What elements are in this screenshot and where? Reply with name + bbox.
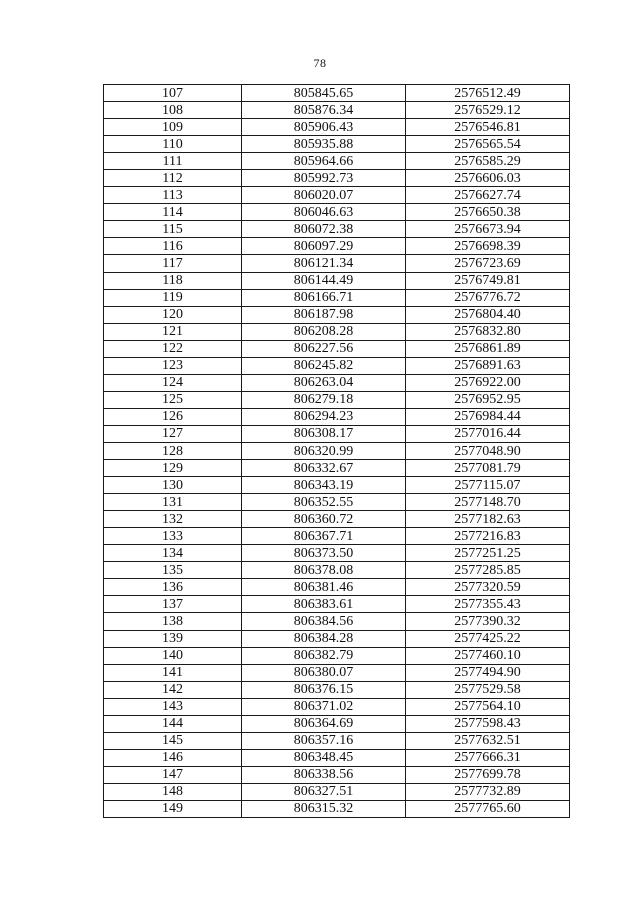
table-row xyxy=(104,460,570,477)
point-number-cell: 130 xyxy=(104,477,242,494)
point-number-cell: 149 xyxy=(104,800,242,817)
point-number-cell: 119 xyxy=(104,289,242,306)
x-coordinate-cell: 806046.63 xyxy=(242,204,406,221)
y-coordinate-cell: 2576984.44 xyxy=(406,408,570,425)
y-coordinate-cell: 2577529.58 xyxy=(406,681,570,698)
table-row xyxy=(104,374,570,391)
x-coordinate-cell: 806097.29 xyxy=(242,238,406,255)
y-coordinate-cell: 2577048.90 xyxy=(406,442,570,459)
x-coordinate-cell: 805935.88 xyxy=(242,136,406,153)
table-row xyxy=(104,545,570,562)
table-row xyxy=(104,528,570,545)
y-coordinate-cell: 2577425.22 xyxy=(406,630,570,647)
table-row xyxy=(104,630,570,647)
y-coordinate-cell: 2576512.49 xyxy=(406,85,570,102)
x-coordinate-cell: 806315.32 xyxy=(242,800,406,817)
point-number-cell: 110 xyxy=(104,136,242,153)
table-row xyxy=(104,408,570,425)
y-coordinate-cell: 2577115.07 xyxy=(406,477,570,494)
point-number-cell: 146 xyxy=(104,749,242,766)
y-coordinate-cell: 2577016.44 xyxy=(406,425,570,442)
x-coordinate-cell: 806384.56 xyxy=(242,613,406,630)
y-coordinate-cell: 2577765.60 xyxy=(406,800,570,817)
table-row xyxy=(104,425,570,442)
x-coordinate-cell: 806332.67 xyxy=(242,460,406,477)
point-number-cell: 117 xyxy=(104,255,242,272)
x-coordinate-cell: 805906.43 xyxy=(242,119,406,136)
y-coordinate-cell: 2576952.95 xyxy=(406,391,570,408)
point-number-cell: 143 xyxy=(104,698,242,715)
page-number: 78 xyxy=(313,56,327,70)
point-number-cell: 129 xyxy=(104,460,242,477)
table-row xyxy=(104,255,570,272)
table-row xyxy=(104,357,570,374)
x-coordinate-cell: 806378.08 xyxy=(242,562,406,579)
y-coordinate-cell: 2577182.63 xyxy=(406,511,570,528)
point-number-cell: 144 xyxy=(104,715,242,732)
x-coordinate-cell: 806373.50 xyxy=(242,545,406,562)
x-coordinate-cell: 806020.07 xyxy=(242,187,406,204)
point-number-cell: 124 xyxy=(104,374,242,391)
table-row xyxy=(104,477,570,494)
point-number-cell: 139 xyxy=(104,630,242,647)
x-coordinate-cell: 806376.15 xyxy=(242,681,406,698)
point-number-cell: 127 xyxy=(104,425,242,442)
y-coordinate-cell: 2576606.03 xyxy=(406,170,570,187)
x-coordinate-cell: 805876.34 xyxy=(242,102,406,119)
table-row xyxy=(104,783,570,800)
point-number-cell: 137 xyxy=(104,596,242,613)
x-coordinate-cell: 805964.66 xyxy=(242,153,406,170)
y-coordinate-cell: 2576891.63 xyxy=(406,357,570,374)
point-number-cell: 140 xyxy=(104,647,242,664)
x-coordinate-cell: 806380.07 xyxy=(242,664,406,681)
table-row xyxy=(104,272,570,289)
point-number-cell: 108 xyxy=(104,102,242,119)
table-row xyxy=(104,698,570,715)
table-row xyxy=(104,613,570,630)
y-coordinate-cell: 2577632.51 xyxy=(406,732,570,749)
x-coordinate-cell: 806327.51 xyxy=(242,783,406,800)
x-coordinate-cell: 806343.19 xyxy=(242,477,406,494)
point-number-cell: 123 xyxy=(104,357,242,374)
table-row xyxy=(104,153,570,170)
point-number-cell: 131 xyxy=(104,494,242,511)
x-coordinate-cell: 806348.45 xyxy=(242,749,406,766)
x-coordinate-cell: 805845.65 xyxy=(242,85,406,102)
y-coordinate-cell: 2576673.94 xyxy=(406,221,570,238)
table-row xyxy=(104,221,570,238)
x-coordinate-cell: 806381.46 xyxy=(242,579,406,596)
x-coordinate-cell: 806121.34 xyxy=(242,255,406,272)
table-row xyxy=(104,187,570,204)
table-row xyxy=(104,681,570,698)
point-number-cell: 121 xyxy=(104,323,242,340)
table-row xyxy=(104,136,570,153)
x-coordinate-cell: 806357.16 xyxy=(242,732,406,749)
x-coordinate-cell: 805992.73 xyxy=(242,170,406,187)
table-row xyxy=(104,511,570,528)
x-coordinate-cell: 806308.17 xyxy=(242,425,406,442)
y-coordinate-cell: 2576529.12 xyxy=(406,102,570,119)
point-number-cell: 120 xyxy=(104,306,242,323)
y-coordinate-cell: 2577148.70 xyxy=(406,494,570,511)
y-coordinate-cell: 2577494.90 xyxy=(406,664,570,681)
y-coordinate-cell: 2576804.40 xyxy=(406,306,570,323)
x-coordinate-cell: 806352.55 xyxy=(242,494,406,511)
x-coordinate-cell: 806263.04 xyxy=(242,374,406,391)
y-coordinate-cell: 2576723.69 xyxy=(406,255,570,272)
table-row xyxy=(104,170,570,187)
y-coordinate-cell: 2576776.72 xyxy=(406,289,570,306)
y-coordinate-cell: 2576546.81 xyxy=(406,119,570,136)
x-coordinate-cell: 806187.98 xyxy=(242,306,406,323)
table-row xyxy=(104,562,570,579)
table-row xyxy=(104,306,570,323)
y-coordinate-cell: 2576627.74 xyxy=(406,187,570,204)
x-coordinate-cell: 806384.28 xyxy=(242,630,406,647)
point-number-cell: 147 xyxy=(104,766,242,783)
x-coordinate-cell: 806367.71 xyxy=(242,528,406,545)
point-number-cell: 111 xyxy=(104,153,242,170)
point-number-cell: 122 xyxy=(104,340,242,357)
point-number-cell: 112 xyxy=(104,170,242,187)
y-coordinate-cell: 2577320.59 xyxy=(406,579,570,596)
y-coordinate-cell: 2577355.43 xyxy=(406,596,570,613)
y-coordinate-cell: 2577285.85 xyxy=(406,562,570,579)
point-number-cell: 115 xyxy=(104,221,242,238)
table-row xyxy=(104,766,570,783)
table-row xyxy=(104,647,570,664)
y-coordinate-cell: 2577666.31 xyxy=(406,749,570,766)
x-coordinate-cell: 806072.38 xyxy=(242,221,406,238)
x-coordinate-cell: 806279.18 xyxy=(242,391,406,408)
point-number-cell: 128 xyxy=(104,442,242,459)
y-coordinate-cell: 2576650.38 xyxy=(406,204,570,221)
x-coordinate-cell: 806208.28 xyxy=(242,323,406,340)
x-coordinate-cell: 806371.02 xyxy=(242,698,406,715)
y-coordinate-cell: 2576749.81 xyxy=(406,272,570,289)
point-number-cell: 142 xyxy=(104,681,242,698)
table-row xyxy=(104,596,570,613)
point-number-cell: 116 xyxy=(104,238,242,255)
point-number-cell: 126 xyxy=(104,408,242,425)
y-coordinate-cell: 2577732.89 xyxy=(406,783,570,800)
y-coordinate-cell: 2576861.89 xyxy=(406,340,570,357)
table-row xyxy=(104,664,570,681)
y-coordinate-cell: 2577598.43 xyxy=(406,715,570,732)
point-number-cell: 134 xyxy=(104,545,242,562)
x-coordinate-cell: 806360.72 xyxy=(242,511,406,528)
point-number-cell: 133 xyxy=(104,528,242,545)
y-coordinate-cell: 2576832.80 xyxy=(406,323,570,340)
table-row xyxy=(104,289,570,306)
point-number-cell: 132 xyxy=(104,511,242,528)
y-coordinate-cell: 2576922.00 xyxy=(406,374,570,391)
point-number-cell: 141 xyxy=(104,664,242,681)
point-number-cell: 109 xyxy=(104,119,242,136)
table-row xyxy=(104,340,570,357)
x-coordinate-cell: 806320.99 xyxy=(242,442,406,459)
point-number-cell: 113 xyxy=(104,187,242,204)
y-coordinate-cell: 2577251.25 xyxy=(406,545,570,562)
y-coordinate-cell: 2577390.32 xyxy=(406,613,570,630)
point-number-cell: 145 xyxy=(104,732,242,749)
table-row xyxy=(104,732,570,749)
y-coordinate-cell: 2576565.54 xyxy=(406,136,570,153)
x-coordinate-cell: 806166.71 xyxy=(242,289,406,306)
x-coordinate-cell: 806245.82 xyxy=(242,357,406,374)
y-coordinate-cell: 2576698.39 xyxy=(406,238,570,255)
x-coordinate-cell: 806294.23 xyxy=(242,408,406,425)
point-number-cell: 107 xyxy=(104,85,242,102)
point-number-cell: 114 xyxy=(104,204,242,221)
x-coordinate-cell: 806144.49 xyxy=(242,272,406,289)
table-row xyxy=(104,800,570,817)
point-number-cell: 125 xyxy=(104,391,242,408)
table-row xyxy=(104,749,570,766)
table-row xyxy=(104,85,570,102)
y-coordinate-cell: 2577216.83 xyxy=(406,528,570,545)
y-coordinate-cell: 2577699.78 xyxy=(406,766,570,783)
point-number-cell: 138 xyxy=(104,613,242,630)
y-coordinate-cell: 2576585.29 xyxy=(406,153,570,170)
x-coordinate-cell: 806383.61 xyxy=(242,596,406,613)
point-number-cell: 148 xyxy=(104,783,242,800)
point-number-cell: 136 xyxy=(104,579,242,596)
y-coordinate-cell: 2577564.10 xyxy=(406,698,570,715)
point-number-cell: 118 xyxy=(104,272,242,289)
table-row xyxy=(104,102,570,119)
y-coordinate-cell: 2577081.79 xyxy=(406,460,570,477)
x-coordinate-cell: 806227.56 xyxy=(242,340,406,357)
table-row xyxy=(104,238,570,255)
y-coordinate-cell: 2577460.10 xyxy=(406,647,570,664)
x-coordinate-cell: 806338.56 xyxy=(242,766,406,783)
point-number-cell: 135 xyxy=(104,562,242,579)
table-row xyxy=(104,323,570,340)
coordinates-table xyxy=(103,84,570,818)
x-coordinate-cell: 806364.69 xyxy=(242,715,406,732)
coordinates-table-body xyxy=(104,85,570,818)
table-row xyxy=(104,204,570,221)
table-row xyxy=(104,442,570,459)
table-row xyxy=(104,579,570,596)
table-row xyxy=(104,494,570,511)
table-row xyxy=(104,715,570,732)
x-coordinate-cell: 806382.79 xyxy=(242,647,406,664)
table-row xyxy=(104,119,570,136)
table-row xyxy=(104,391,570,408)
